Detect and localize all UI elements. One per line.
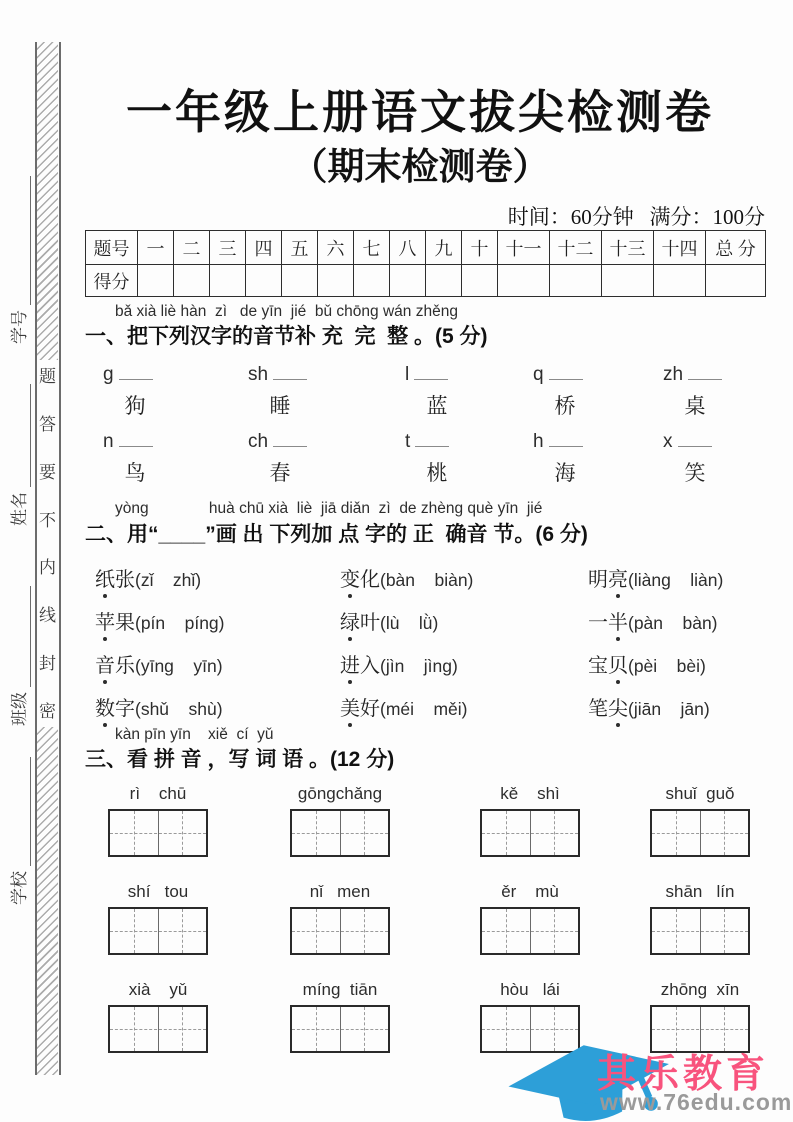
syllable-blank [119, 431, 153, 447]
score-table-score-label: 得分 [86, 265, 138, 297]
word-char: 半 [608, 606, 628, 635]
syllable-blank [415, 431, 449, 447]
writing-grid [290, 882, 390, 955]
syllable-line [405, 431, 469, 453]
syllable-blank [549, 364, 583, 380]
word-choice-item [588, 649, 755, 678]
seal-char-3: 不 [39, 510, 56, 530]
word-pinyin-options: (pín píng) [135, 613, 225, 633]
logo-name: 其乐教育 [597, 1053, 770, 1096]
word-hanzi [95, 698, 135, 720]
word-char: 音 [95, 649, 115, 678]
name-blank [13, 384, 31, 487]
writing-grid-pinyin: shān lín [665, 882, 735, 901]
name-field [9, 384, 31, 526]
word-pinyin-options: (zǐ zhǐ) [135, 570, 202, 590]
syllable-blank [414, 364, 448, 380]
syllable-item [533, 431, 597, 487]
logo-url: www.76edu.com [600, 1089, 793, 1115]
student-id-label: 学号 [10, 310, 29, 344]
writing-grid [650, 882, 750, 955]
word-pinyin-options: (jìn jìng) [380, 656, 458, 676]
word-choice-item [340, 692, 588, 721]
seal-char-4: 内 [39, 558, 56, 578]
word-choice-item [95, 692, 340, 721]
syllable-hanzi: 睡 [269, 394, 291, 418]
word-char: 化 [360, 569, 380, 591]
syllable-line [533, 364, 597, 386]
writing-grid-box [650, 907, 750, 955]
score-cell-14 [706, 265, 766, 297]
writing-grid [650, 784, 750, 857]
writing-grid [108, 980, 208, 1053]
syllable-blank [678, 431, 712, 447]
syllable-line [248, 364, 312, 386]
grid-dashed-vertical [506, 811, 507, 855]
syllable-item [248, 364, 312, 420]
grid-dashed-vertical [724, 909, 725, 953]
syllable-initial: n [103, 431, 114, 452]
grid-dashed-vertical [364, 1007, 365, 1051]
score-col-8: 九 [426, 231, 462, 265]
writing-grid-pinyin: rì chū [129, 784, 187, 803]
grid-dashed-horizontal [292, 833, 388, 834]
writing-grid-pinyin: xià yǔ [128, 980, 188, 999]
score-col-1: 二 [174, 231, 210, 265]
section3-row-1 [85, 784, 775, 864]
word-choice-item [588, 692, 755, 721]
school-label: 学校 [10, 871, 29, 905]
syllable-initial: ch [248, 431, 269, 452]
seal-char-1: 答 [39, 414, 56, 434]
writing-grid-pinyin: míng tiān [302, 980, 378, 999]
syllable-initial: sh [248, 364, 269, 385]
syllable-hanzi: 桃 [426, 461, 448, 485]
score-cell-7 [390, 265, 426, 297]
grid-dashed-horizontal [482, 1029, 578, 1030]
section2-grid [95, 556, 755, 728]
score-table-header-label: 题号 [86, 231, 138, 265]
word-char: 字 [115, 698, 135, 720]
score-col-11: 十二 [550, 231, 602, 265]
seal-char-5: 线 [39, 606, 56, 626]
syllable-hanzi: 桌 [684, 394, 706, 418]
word-char: 乐 [115, 655, 135, 677]
syllable-hanzi: 蓝 [426, 394, 448, 418]
syllable-line [405, 364, 469, 386]
section2-heading: 二、用“____”画 出 下列加 点 字的 正 确音 节。(6 分) [85, 523, 588, 546]
section1-row-1 [85, 364, 765, 422]
grid-dashed-vertical [506, 909, 507, 953]
writing-grid-box [108, 1005, 208, 1053]
grid-dashed-vertical [364, 811, 365, 855]
score-table [85, 230, 766, 297]
syllable-item [405, 431, 469, 487]
word-char: 美 [340, 692, 360, 721]
word-hanzi [95, 655, 135, 677]
score-cell-12 [602, 265, 654, 297]
score-cell-5 [318, 265, 354, 297]
writing-grid-box [290, 809, 390, 857]
syllable-item [663, 364, 727, 420]
grid-dashed-vertical [316, 811, 317, 855]
word-hanzi [340, 612, 380, 634]
class-label: 班级 [10, 692, 29, 726]
word-hanzi [588, 612, 628, 634]
grid-dashed-vertical [134, 909, 135, 953]
grid-dashed-horizontal [110, 1029, 206, 1030]
writing-grid-box [290, 1005, 390, 1053]
score-col-6: 七 [354, 231, 390, 265]
score-col-4: 五 [282, 231, 318, 265]
word-choice-item [95, 563, 340, 592]
syllable-item [663, 431, 727, 487]
syllable-blank [273, 431, 307, 447]
word-pinyin-options: (shǔ shù) [135, 699, 223, 719]
score-col-3: 四 [246, 231, 282, 265]
grid-dashed-horizontal [482, 931, 578, 932]
seal-hatch-top [37, 42, 58, 360]
word-char: 尖 [608, 692, 628, 721]
writing-grid [480, 882, 580, 955]
word-choice-item [95, 606, 340, 635]
class-blank [13, 586, 31, 687]
grid-dashed-vertical [182, 811, 183, 855]
syllable-item [103, 364, 167, 420]
writing-grid-pinyin: kě shì [500, 784, 560, 803]
score-col-7: 八 [390, 231, 426, 265]
word-pinyin-options: (pèi bèi) [628, 656, 706, 676]
syllable-hanzi: 狗 [124, 394, 146, 418]
syllable-blank [549, 431, 583, 447]
seal-strip-text [36, 362, 59, 722]
grid-dashed-vertical [724, 811, 725, 855]
writing-grid-box [480, 809, 580, 857]
seal-char-6: 封 [39, 654, 56, 674]
word-hanzi [588, 569, 628, 591]
grid-dashed-vertical [316, 909, 317, 953]
word-hanzi [588, 698, 628, 720]
word-choice-item [588, 606, 755, 635]
section3-pinyin: kàn pīn yīn xiě cí yǔ [115, 726, 274, 743]
score-cell-6 [354, 265, 390, 297]
syllable-initial: g [103, 364, 114, 385]
score-col-9: 十 [462, 231, 498, 265]
seal-char-0: 题 [39, 367, 56, 386]
writing-grid-pinyin: shuǐ guǒ [665, 784, 735, 803]
word-char: 进 [340, 649, 360, 678]
word-hanzi [588, 655, 628, 677]
word-char: 好 [360, 698, 380, 720]
word-char: 亮 [608, 563, 628, 592]
word-char: 数 [95, 692, 115, 721]
score-cell-11 [550, 265, 602, 297]
page-subtitle: （期末检测卷） [290, 147, 550, 188]
section2-pinyin: yòng huà chū xià liè jiā diǎn zì de zhèng què yīn jié [115, 500, 543, 517]
word-char: 果 [115, 612, 135, 634]
word-hanzi [95, 612, 135, 634]
word-char: 苹 [95, 606, 115, 635]
class-field [9, 586, 31, 726]
student-id-blank [13, 176, 31, 305]
grid-dashed-horizontal [292, 931, 388, 932]
school-field [9, 757, 31, 905]
syllable-blank [688, 364, 722, 380]
syllable-line [248, 431, 312, 453]
syllable-initial: l [405, 364, 410, 385]
syllable-initial: h [533, 431, 544, 452]
score-col-0: 一 [138, 231, 174, 265]
section1-pinyin: bǎ xià liè hàn zì de yīn jié bǔ chōng wán zhěng [115, 303, 458, 320]
writing-grid-pinyin: nǐ men [309, 882, 371, 901]
name-label: 姓名 [10, 492, 29, 526]
syllable-blank [119, 364, 153, 380]
school-blank [13, 757, 31, 866]
word-pinyin-options: (yīng yīn) [135, 656, 223, 676]
seal-char-2: 要 [39, 462, 56, 482]
score-cell-0 [138, 265, 174, 297]
word-char: 绿 [340, 606, 360, 635]
score-cell-10 [498, 265, 550, 297]
syllable-line [663, 364, 727, 386]
syllable-item [405, 364, 469, 420]
grid-dashed-vertical [554, 909, 555, 953]
syllable-item [103, 431, 167, 487]
word-pinyin-options: (bàn biàn) [380, 570, 474, 590]
word-hanzi [340, 655, 380, 677]
word-char: 笔 [588, 698, 608, 720]
grid-dashed-vertical [134, 1007, 135, 1051]
section1-heading: 一、把下列汉字的音节补 充 完 整 。(5 分) [85, 325, 488, 348]
writing-grid-pinyin: ěr mù [501, 882, 559, 901]
word-char: 一 [588, 612, 608, 634]
writing-grid [290, 980, 390, 1053]
word-char: 入 [360, 655, 380, 677]
score-cell-4 [282, 265, 318, 297]
score-cell-1 [174, 265, 210, 297]
section3-row-2 [85, 882, 775, 962]
word-pinyin-options: (méi měi) [380, 699, 468, 719]
syllable-hanzi: 笑 [684, 461, 706, 485]
seal-hatch-bottom [37, 727, 58, 1075]
word-char: 宝 [588, 655, 608, 677]
writing-grid-box [290, 907, 390, 955]
writing-grid-box [108, 907, 208, 955]
page-title: 一年级上册语文拔尖检测卷 [126, 87, 714, 138]
grid-dashed-horizontal [482, 833, 578, 834]
writing-grid [480, 784, 580, 857]
writing-grid [290, 784, 390, 857]
score-cell-13 [654, 265, 706, 297]
syllable-initial: q [533, 364, 544, 385]
grid-dashed-horizontal [292, 1029, 388, 1030]
syllable-line [103, 431, 167, 453]
grid-dashed-horizontal [110, 931, 206, 932]
grid-dashed-vertical [364, 909, 365, 953]
writing-grid-pinyin: gōngchǎng [297, 784, 383, 803]
grid-dashed-vertical [316, 1007, 317, 1051]
syllable-line [533, 431, 597, 453]
score-col-2: 三 [210, 231, 246, 265]
grid-dashed-horizontal [652, 833, 748, 834]
grid-dashed-vertical [182, 909, 183, 953]
word-char: 变 [340, 563, 360, 592]
grid-dashed-vertical [134, 811, 135, 855]
syllable-line [103, 364, 167, 386]
word-char: 明 [588, 569, 608, 591]
score-table-header-row [86, 231, 766, 265]
writing-grid-box [650, 809, 750, 857]
word-pinyin-options: (jiān jān) [628, 699, 710, 719]
word-choice-item [588, 563, 755, 592]
word-choice-item [95, 649, 340, 678]
grid-dashed-vertical [676, 909, 677, 953]
exam-meta: 时间：60分钟 满分：100分 [507, 205, 765, 229]
score-table-score-row [86, 265, 766, 297]
word-char: 张 [115, 569, 135, 591]
section1-row-2 [85, 431, 765, 489]
syllable-initial: t [405, 431, 411, 452]
syllable-initial: x [663, 431, 673, 452]
section3-heading: 三、看 拼 音 ，写 词 语 。(12 分) [85, 748, 395, 771]
score-col-14: 总 分 [706, 231, 766, 265]
syllable-line [663, 431, 727, 453]
word-choice-item [340, 563, 588, 592]
grid-dashed-horizontal [652, 931, 748, 932]
syllable-initial: zh [663, 364, 684, 385]
syllable-item [248, 431, 312, 487]
word-pinyin-options: (lù lǜ) [380, 613, 439, 633]
grid-dashed-vertical [676, 811, 677, 855]
score-cell-8 [426, 265, 462, 297]
seal-line-right [59, 42, 61, 1075]
word-char: 叶 [360, 612, 380, 634]
score-cell-9 [462, 265, 498, 297]
word-char: 贝 [608, 649, 628, 678]
writing-grid [108, 882, 208, 955]
writing-grid-box [108, 809, 208, 857]
writing-grid-box [480, 907, 580, 955]
syllable-hanzi: 桥 [554, 394, 576, 418]
word-pinyin-options: (liàng liàn) [628, 570, 724, 590]
grid-dashed-horizontal [110, 833, 206, 834]
syllable-item [533, 364, 597, 420]
writing-grid-pinyin: shí tou [127, 882, 189, 901]
score-col-10: 十一 [498, 231, 550, 265]
word-char: 纸 [95, 563, 115, 592]
score-col-13: 十四 [654, 231, 706, 265]
word-pinyin-options: (pàn bàn) [628, 613, 718, 633]
word-hanzi [340, 698, 380, 720]
word-choice-item [340, 649, 588, 678]
score-cell-2 [210, 265, 246, 297]
grid-dashed-vertical [554, 811, 555, 855]
writing-grid-pinyin: zhōng xīn [660, 980, 740, 999]
score-col-12: 十三 [602, 231, 654, 265]
score-cell-3 [246, 265, 282, 297]
syllable-hanzi: 海 [554, 461, 576, 485]
student-id-field [9, 176, 31, 344]
syllable-hanzi: 春 [269, 461, 291, 485]
syllable-blank [273, 364, 307, 380]
word-hanzi [95, 569, 135, 591]
grid-dashed-vertical [182, 1007, 183, 1051]
syllable-hanzi: 鸟 [124, 461, 146, 485]
score-col-5: 六 [318, 231, 354, 265]
seal-char-7: 密 [39, 701, 56, 721]
word-choice-item [340, 606, 588, 635]
writing-grid-pinyin: hòu lái [500, 980, 560, 999]
writing-grid [108, 784, 208, 857]
word-hanzi [340, 569, 380, 591]
